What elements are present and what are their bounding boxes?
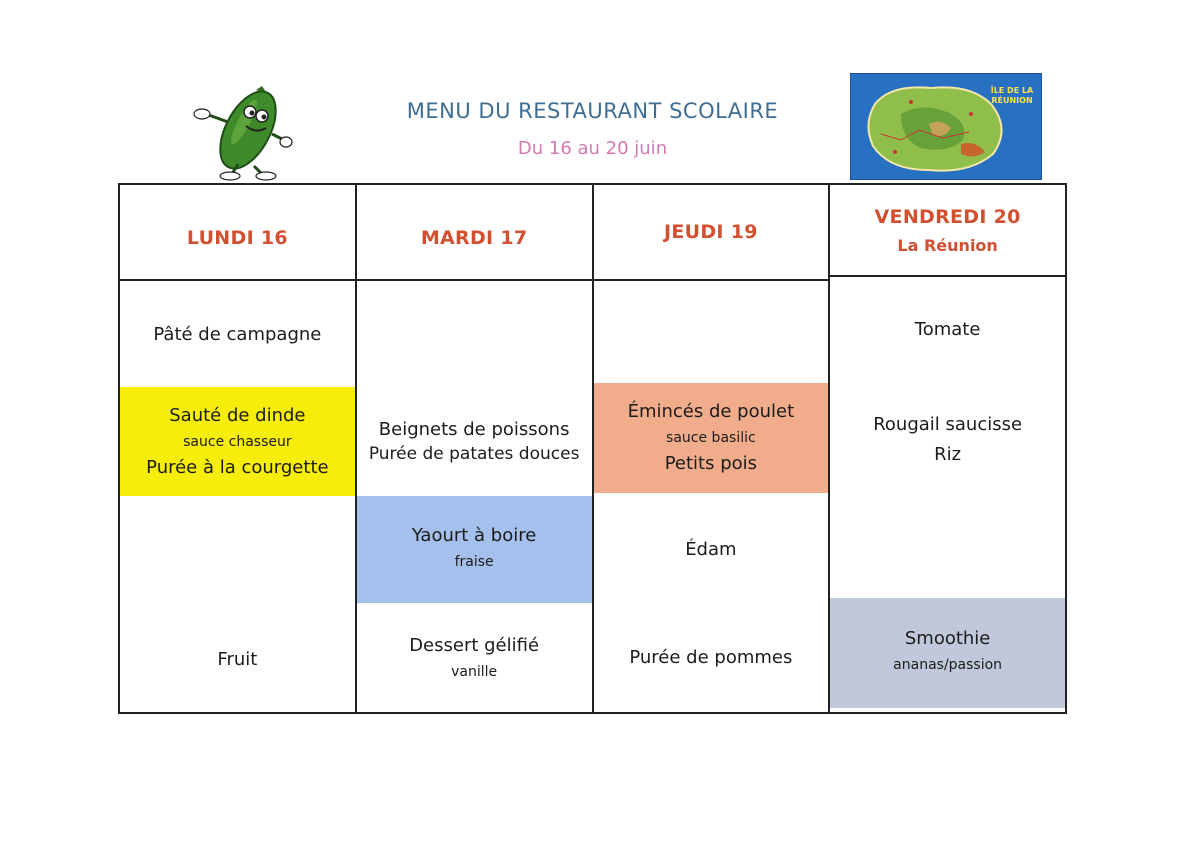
date-range: Du 16 au 20 juin bbox=[517, 138, 668, 159]
day-column-friday bbox=[830, 185, 1065, 712]
dessert-cell bbox=[830, 598, 1065, 708]
day-header bbox=[830, 185, 1065, 277]
day-column-tuesday bbox=[357, 185, 594, 712]
main-course-cell bbox=[357, 387, 592, 496]
dessert-cell bbox=[357, 605, 592, 715]
main-course-cell bbox=[120, 387, 355, 496]
main-dish: Émincés de poulet bbox=[627, 401, 795, 422]
main-sauce: sauce basilic bbox=[666, 430, 756, 446]
day-header bbox=[594, 185, 829, 281]
main-side: Riz bbox=[934, 444, 962, 465]
starter-text: Pâté de campagne bbox=[153, 324, 322, 345]
dessert-name: Dessert gélifié bbox=[409, 635, 540, 656]
main-side: Petits pois bbox=[664, 453, 758, 474]
dessert-name: Smoothie bbox=[904, 628, 991, 649]
day-theme: La Réunion bbox=[897, 235, 998, 255]
main-dish: Beignets de poissons bbox=[378, 418, 570, 440]
starter-text: Tomate bbox=[914, 319, 981, 340]
main-dish: Sauté de dinde bbox=[169, 404, 306, 426]
cheese-cell bbox=[594, 505, 829, 595]
main-side: Purée à la courgette bbox=[146, 456, 329, 478]
day-label: LUNDI 16 bbox=[186, 227, 288, 249]
dairy-name: Yaourt à boire bbox=[411, 524, 537, 546]
dessert-cell bbox=[594, 605, 829, 710]
main-dish: Rougail saucisse bbox=[873, 414, 1023, 435]
map-caption: ÎLE DE LA RÉUNION bbox=[990, 86, 1034, 105]
dairy-cell bbox=[357, 496, 592, 603]
day-label: MARDI 17 bbox=[420, 227, 528, 249]
dessert-cell bbox=[120, 605, 355, 715]
main-course-cell bbox=[830, 395, 1065, 485]
cucumber-mascot-icon bbox=[186, 82, 296, 182]
main-course-cell bbox=[594, 383, 829, 493]
day-column-monday bbox=[120, 185, 357, 712]
day-label: JEUDI 19 bbox=[663, 221, 758, 243]
starter-cell bbox=[830, 295, 1065, 365]
main-side: Purée de patates douces bbox=[368, 443, 580, 464]
dairy-flavor: fraise bbox=[454, 553, 494, 570]
main-sauce: sauce chasseur bbox=[183, 433, 292, 450]
menu-table bbox=[118, 183, 1067, 714]
dessert-flavor: vanille bbox=[451, 664, 498, 680]
day-column-thursday bbox=[594, 185, 831, 712]
dessert-text: Fruit bbox=[217, 649, 258, 670]
day-header bbox=[357, 185, 592, 281]
day-header bbox=[120, 185, 355, 281]
reunion-map-image bbox=[850, 73, 1042, 180]
page-title: MENU DU RESTAURANT SCOLAIRE bbox=[406, 99, 779, 123]
starter-cell bbox=[120, 295, 355, 375]
day-label: VENDREDI 20 bbox=[874, 205, 1021, 228]
dessert-flavor: ananas/passion bbox=[893, 657, 1003, 673]
cheese-text: Édam bbox=[685, 539, 737, 560]
dessert-text: Purée de pommes bbox=[629, 646, 793, 668]
